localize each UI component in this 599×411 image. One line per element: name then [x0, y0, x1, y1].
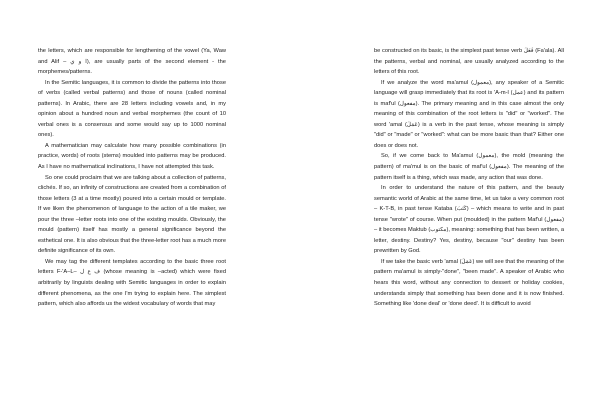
left-paragraph-5: We may tag the different templates according to the basic three root letters F-'A–L– ف ع ل (whose meaning is –acted) which were fixed arbitrarily by linguists dealing with Semitic languages in order to explain different phenomena, as the one I'm trying to explain here. The simplest pattern, which also affords us the widest vocabulary of words that may	[38, 258, 226, 308]
left-paragraph-1: the letters, which are responsible for lengthening of the vowel (Ya, Waw and Alif – ا و ي), are usually parts of the second element - the morphemes/patterns.	[38, 48, 226, 76]
right-paragraph-4: In order to understand the nature of this pattern, and the beauty semantic world of Arabic at the same time, let us take a very common root – K-T-B, in past tense Kataba (كَتَبَ) – which means to write and in past tense "wrote" of course. When put (moulded) in the pattern Maf'ul (مفعول) – it becomes Maktub (مكتوب), meaning: something that has been written, a letter, destiny. Destiny? Yes, destiny, because "our" destiny has been prewritten by God.	[374, 185, 564, 255]
left-page-column	[38, 46, 226, 310]
right-paragraph-2: If we analyze the word ma'amul (معمول), any speaker of a Semitic language will grasp immediately that its root is 'A-m-l (عمل) and its pattern is maf'ul (مفعول). The primary meaning and in this case almost the only meaning of this combination of the root letters is "did" or "worked". The word 'amal (عَمَلَ) is a verb in the past tense, whose meaning is simply "did" or "made" or "worked": what can be more basic than that? Either one does or does not.	[374, 79, 565, 149]
left-paragraph-2: In the Semitic languages, it is common to divide the patterns into those of verbs (called verbal patterns) and those of nouns (called nominal patterns). In Arabic, there are 28 letters including vowels and, in my opinion about a hundred noun and verbal morphemes (the count of 10 verbal ones is a consensus and some would say up to 1000 nominal ones).	[38, 79, 226, 139]
left-paragraph-3: A mathematician may calculate how many possible combinations (in practice, words) of roots (stems) moulded into patterns may be produced. As I have no mathematical inclinations, I have not attempted this task.	[38, 142, 226, 171]
right-paragraph-5: If we take the basic verb 'amal (عَمَلَ) we will see that the meaning of the pattern ma'amul is simply-"done", "been made". A speaker of Arabic who hears this word, without any connection to dessert or holiday cookies, understands simply that something has been done and it is now finished. Something like 'done deal' or 'done deed'. It is difficult to avoid	[374, 258, 564, 308]
right-paragraph-1: be constructed on its basic, is the simplest past tense verb فَعَلَ (Fa'ala). All the patterns, verbal and nominal, are usually analyzed according to the letters of this root.	[374, 48, 564, 76]
right-page-column	[374, 46, 564, 310]
left-paragraph-4: So one could proclaim that we are talking about a collection of patterns, clichés. If so, an infinity of constructions are created from a combination of those letters (3 at a time mostly) poured into a certain mould or template. If we liken the phenomenon of language to the action of a tile maker, we pour the three –letter roots into one of the existing moulds. Obviously, the mould (pattern) itself has mostly a general significance beyond the esthetical one. It is also obvious that the three-letter root has a much more definite significance of its own.	[38, 174, 226, 255]
right-paragraph-3: So, if we come back to Ma'amul (معمول), the mold (meaning the pattern) of ma'mul is on the basic of maf'ul (مفعول). The meaning of the pattern itself is a thing, which was made, any action that was done.	[374, 153, 565, 181]
